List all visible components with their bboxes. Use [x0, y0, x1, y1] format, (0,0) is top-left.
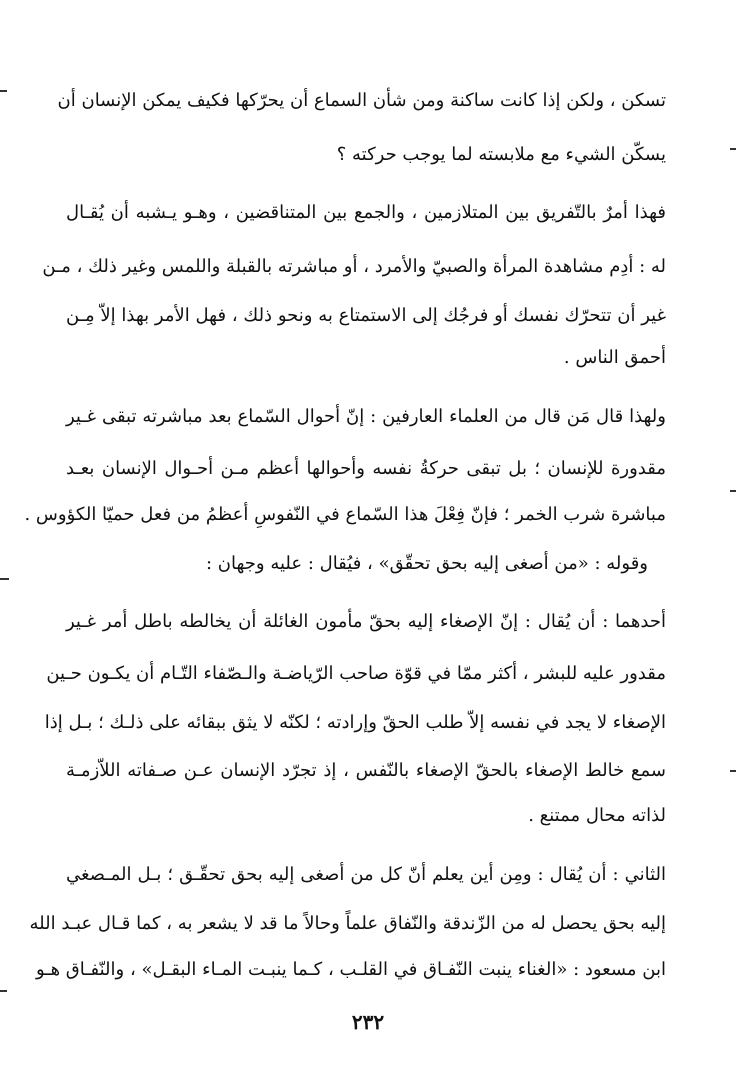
text-line: وقوله : «من أصغى إليه بحق تحقّق» ، فيُقال : عليه وجهان :	[206, 553, 648, 574]
text-line: يسكّن الشيء مع ملابسته لما يوجب حركته ؟	[336, 144, 666, 165]
text-line: أحدهما : أن يُقال : إنّ الإصغاء إليه بحقّ مأمون الغائلة أن يخالطه باطل أمر غـير	[66, 611, 666, 632]
right-margin-tick	[730, 770, 736, 772]
left-margin-tick	[0, 578, 9, 580]
text-line: الثاني : أن يُقال : ومِن أين يعلم أنّ كل من أصغى إليه بحق تحقّـق ؛ بـل المـصغي	[66, 864, 666, 885]
text-line: مقدور عليه للبشر ، أكثر ممّا في قوّة صاحب الرّياضـة والـصّفاء التّـام أن يكـون حـين	[46, 663, 666, 684]
page-number: ٢٣٢	[351, 1010, 385, 1034]
text-line: ابن مسعود : «الغناء ينبت النّفـاق في القلـب ، كـما ينبـت المـاء البقـل» ، والنّفـاق هـو	[36, 959, 666, 980]
left-margin-tick	[0, 90, 7, 92]
text-line: لذاته محال ممتنع .	[528, 805, 666, 826]
right-margin-tick	[730, 490, 736, 492]
text-line: إليه بحق يحصل له من الزّندقة والنّفاق علماً وحالاً ما قد لا يشعر به ، كما قـال عبـد الله	[29, 913, 666, 934]
text-line: فهذا أمرٌ بالتّفريق بين المتلازمين ، والجمع بين المتناقضين ، وهـو يـشبه أن يُقـال	[66, 202, 666, 223]
left-margin-tick	[0, 990, 7, 992]
text-line: تسكن ، ولكن إذا كانت ساكنة ومن شأن السماع أن يحرّكها فكيف يمكن الإنسان أن	[57, 90, 666, 111]
text-line: مقدورة للإنسان ؛ بل تبقى حركةُ نفسه وأحوالها أعظم مـن أحـوال الإنسان بعـد	[66, 458, 666, 479]
text-line: الإصغاء لا يجد في نفسه إلاّ طلب الحقّ وإرادته ؛ لكنّه لا يثق ببقائه على ذلـك ؛ بـل إذا	[44, 712, 666, 733]
text-line: له : أدِم مشاهدة المرأة والصبيّ والأمرد ، أو مباشرته بالقبلة واللمس وغير ذلك ، مـن	[42, 256, 666, 277]
text-line: غير أن تتحرّك نفسك أو فرجُك إلى الاستمتاع به ونحو ذلك ، فهل الأمر بهذا إلاّ مِـن	[66, 305, 666, 326]
text-line: مباشرة شرب الخمر ؛ فإنّ فِعْلَ هذا السّماع في النّفوسِ أعظمُ من فعل حميّا الكؤوس .	[24, 504, 666, 525]
text-line: ولهذا قال مَن قال من العلماء العارفين : إنّ أحوال السّماع بعد مباشرته تبقى غـير	[66, 406, 666, 427]
text-line: سمع خالط الإصغاء بالحقّ الإصغاء بالنّفس ، إذ تجرّد الإنسان عـن صـفاته اللاّزمـة	[66, 760, 666, 781]
right-margin-tick	[730, 148, 736, 150]
text-line: أحمق الناس .	[563, 347, 666, 368]
